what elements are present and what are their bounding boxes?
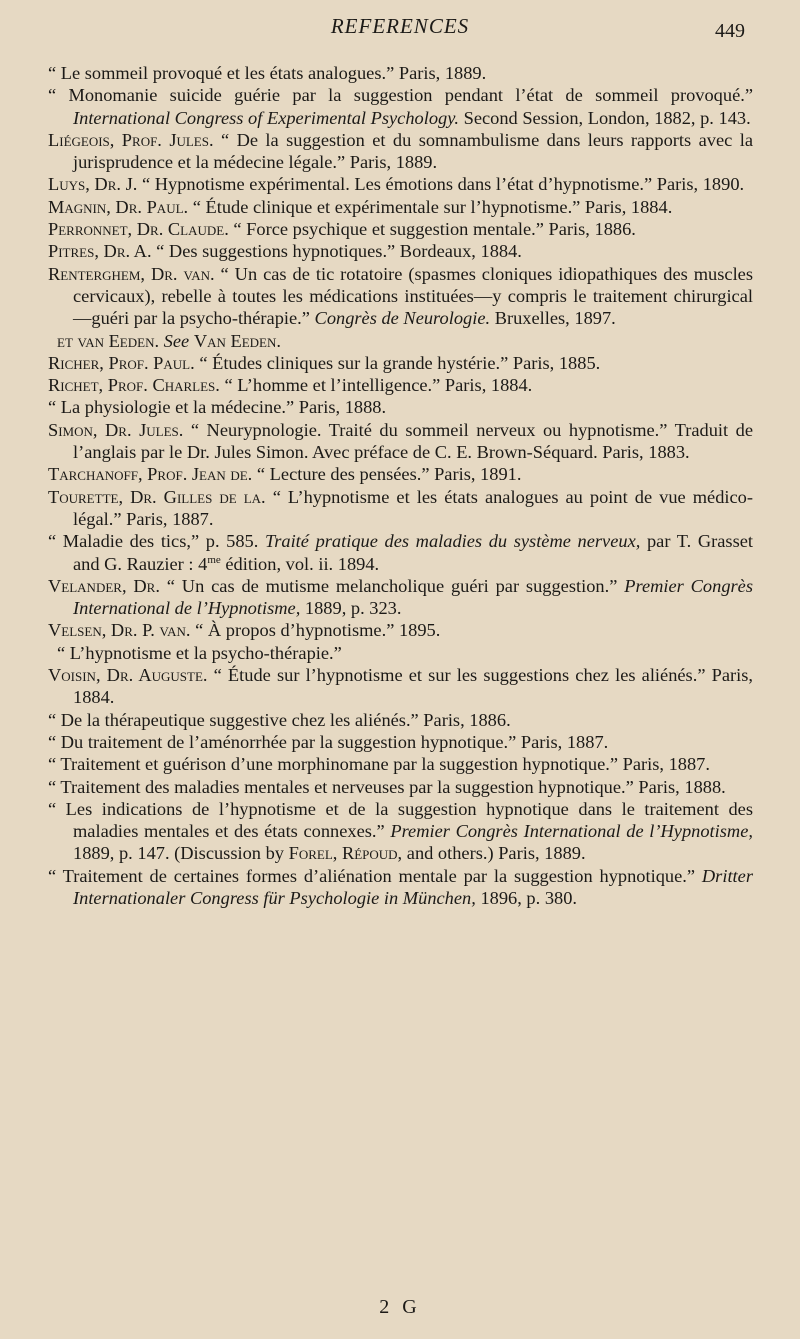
entry-text: “ Du traitement de l’aménorrhée par la suggestion hypnotique.” Paris, 1887. [48,731,609,752]
author-name: Perronnet, Dr. Claude. [48,219,229,240]
entry-text: 1889, p. 147. (Discussion by [73,843,284,864]
entry-text: Second Session, London, 1882, p. 143. [463,107,751,128]
author-name: Luys, Dr. J. [48,174,138,195]
reference-entry [48,263,753,330]
entry-text: “ Neurypnologie. Traité du sommeil nerveux ou hypnotisme.” Traduit de l’anglais par le Dr. Jules Simon. Avec préface de C. E. Brown-Séquard. Paris, 1883. [73,419,753,463]
reference-entry [48,642,753,664]
reference-entry [48,865,753,910]
entry-text: “ De la suggestion et du somnambulisme dans leurs rapports avec la jurisprudence et la médecine légale.” Paris, 1889. [73,129,753,173]
author-name: Velander, Dr. [48,575,160,596]
reference-entry [48,486,753,531]
page-number: 449 [715,20,745,42]
reference-entry [48,196,753,218]
author-name: Tarchanoff, Prof. Jean de. [48,464,253,485]
entry-text: “ Force psychique et suggestion mentale.” Paris, 1886. [233,219,636,240]
entry-text: “ Un cas de tic rotatoire (spasmes cloniques idiopathiques des muscles cervicaux), rebelle à toutes les médications instituées—y compris le traitement chirurgical—guéri par la psycho-thérapie.” [73,263,754,329]
italic-title: International Congress of Experimental Psychology. [73,107,459,128]
reference-entry [48,753,753,775]
entry-text: 1889, p. 323. [304,598,402,619]
entry-text: “ Traitement des maladies mentales et nerveuses par la suggestion hypnotique.” Paris, 1888. [48,776,726,797]
entry-text: “ Lecture des pensées.” Paris, 1891. [256,464,522,485]
italic-title: See [163,330,190,351]
italic-title: Congrès de Neurologie. [314,308,491,329]
entry-text: “ Le sommeil provoqué et les états analogues.” Paris, 1889. [48,63,487,83]
author-name: Richet, Prof. Charles. [48,375,220,396]
author-name: Richer, Prof. Paul. [48,352,195,373]
entry-text: “ Étude clinique et expérimentale sur l’hypnotisme.” Paris, 1884. [192,196,673,217]
reference-entry [48,218,753,240]
entry-text: “ Hypnotisme expérimental. Les émotions dans l’état d’hypnotisme.” Paris, 1890. [141,174,745,195]
reference-entry [48,463,753,485]
reference-entry [48,575,753,620]
entry-text: Bruxelles, 1897. [494,308,616,329]
reference-entry [48,374,753,396]
reference-entry [48,731,753,753]
author-name: et van Eeden. [57,330,160,351]
reference-entry [48,129,753,174]
entry-text: “ Maladie des tics,” p. 585. [48,531,259,552]
running-title: REFERENCES [330,14,470,38]
superscript: me [207,553,221,566]
entry-text: “ La physiologie et la médecine.” Paris, 1888. [48,397,387,418]
entry-text: “ L’hypnotisme et la psycho-thérapie.” [57,642,342,663]
entry-text: 1896, p. 380. [480,887,578,908]
reference-entry [48,619,753,641]
italic-title: Premier Congrès International de l’Hypnotisme, [390,821,753,842]
author-name: Liégeois, Prof. Jules. [48,129,214,150]
entry-text: “ L’homme et l’intelligence.” Paris, 1884. [224,375,533,396]
entry-text: “ Étude sur l’hypnotisme et sur les suggestions chez les aliénés.” Paris, 1884. [73,665,753,708]
reference-entry [48,396,753,418]
italic-title: Premier Congrès International de l’Hypnotisme, [73,575,753,619]
entry-text: “ Traitement et guérison d’une morphinomane par la suggestion hypnotique.” Paris, 1887. [48,754,710,775]
entry-text: “ Monomanie suicide guérie par la suggestion pendant l’état de sommeil provoqué.” [48,85,753,106]
entry-text: par T. Grasset and G. Rauzier : 4 [73,531,754,574]
reference-entry [48,798,753,865]
author-name: Simon, Dr. Jules. [48,419,184,440]
page-header [0,14,800,46]
author-name: Pitres, Dr. A. [48,241,152,262]
reference-entry [48,330,753,352]
reference-entry [48,530,753,575]
reference-entry [48,84,753,129]
entry-text: “ L’hypnotisme et les états analogues au point de vue médico-légal.” Paris, 1887. [73,486,753,529]
reference-entry [48,352,753,374]
author-name: Velsen, Dr. P. van. [48,620,191,641]
reference-list [48,62,753,909]
author-name: Magnin, Dr. Paul. [48,196,189,217]
reference-entry [48,419,753,464]
author-name: Tourette, Dr. Gilles de la. [48,486,266,507]
printer-signature: 2 G [379,1296,421,1318]
author-name: Voisin, Dr. Auguste. [48,665,208,686]
reference-entry [48,664,753,709]
entry-text: “ Études cliniques sur la grande hystérie.” Paris, 1885. [199,352,601,373]
reference-entry [48,62,753,84]
italic-title: Traité pratique des maladies du système nerveux, [265,531,641,552]
entry-text: “ Les indications de l’hypnotisme et de la suggestion hypnotique dans le traitement des maladies mentales et des états connexes.” [48,798,753,842]
reference-entry [48,240,753,262]
reference-entry [48,709,753,731]
entry-text: édition, vol. ii. 1894. [225,553,380,574]
entry-text: “ À propos d’hypnotisme.” 1895. [195,620,441,641]
entry-text: and others.) Paris, 1889. [406,843,586,864]
reference-entry [48,173,753,195]
entry-text: “ Traitement de certaines formes d’aliénation mentale par la suggestion hypnotique.” [48,865,696,886]
author-name: Forel, Répoud, [288,843,403,864]
entry-text: “ Un cas de mutisme melancholique guéri par suggestion.” [166,575,618,596]
reference-entry [48,776,753,798]
entry-text: “ Des suggestions hypnotiques.” Bordeaux, 1884. [156,241,522,262]
entry-text: “ De la thérapeutique suggestive chez les aliénés.” Paris, 1886. [48,709,511,730]
italic-title: Dritter Internationaler Congress für Psychologie in München, [73,865,753,908]
author-name: Renterghem, Dr. van. [48,263,215,284]
author-name: Van Eeden. [193,330,281,351]
